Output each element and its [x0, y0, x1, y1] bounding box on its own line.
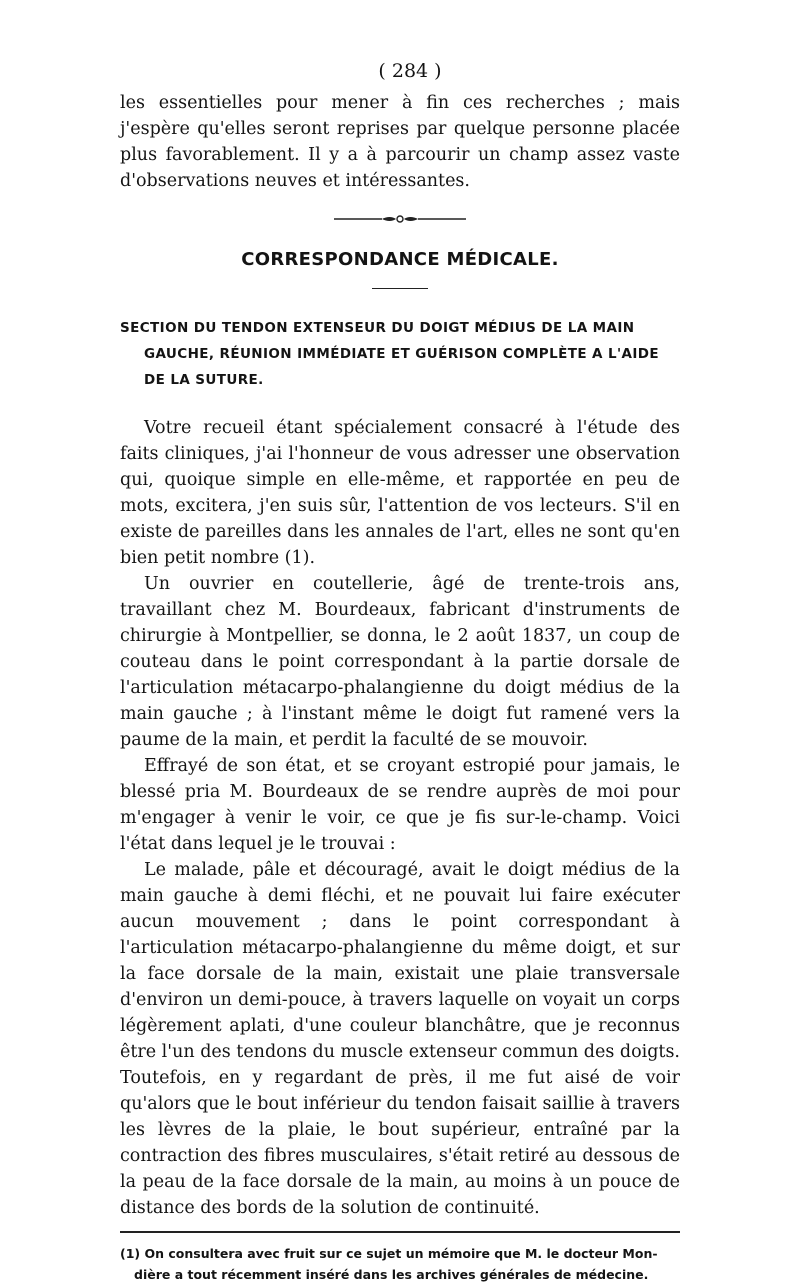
footnote-line: dière a tout récemment inséré dans les archives générales de médecine.	[134, 1267, 649, 1282]
article-body	[120, 415, 680, 1221]
article-title-line: GAUCHE, RÉUNION IMMÉDIATE ET GUÉRISON COMPLÈTE A L'AIDE	[144, 346, 660, 362]
page-number: ( 284 )	[378, 60, 442, 82]
body-paragraph: Effrayé de son état, et se croyant estropié pour jamais, le blessé pria M. Bourdeaux de se rendre auprès de moi pour m'engager à venir le voir, ce que je fis sur-le-champ. Voici l'état dans lequel je le trouvai :	[120, 756, 680, 854]
article-title-line: SECTION DU TENDON EXTENSEUR DU DOIGT MÉDIUS DE LA MAIN	[120, 320, 635, 336]
title-divider	[372, 288, 428, 289]
ornament-divider-icon	[330, 212, 470, 226]
footnote-line: (1) On consultera avec fruit sur ce sujet un mémoire que M. le docteur Mon-	[120, 1246, 658, 1261]
intro-paragraph: les essentielles pour mener à fin ces recherches ; mais j'espère qu'elles seront reprises par quelque personne placée plus favorablement. Il y a à parcourir un champ assez vaste d'observations neuves et intéressantes.	[120, 93, 680, 191]
section-title: CORRESPONDANCE MÉDICALE.	[241, 249, 559, 270]
footnote	[120, 1243, 680, 1285]
article-title-line: DE LA SUTURE.	[144, 372, 264, 388]
body-paragraph: Votre recueil étant spécialement consacré à l'étude des faits cliniques, j'ai l'honneur de vous adresser une observation qui, quoique simple en elle-même, et rapportée en peu de mots, excitera, j'en suis sûr, l'attention de vos lecteurs. S'il en existe de pareilles dans les annales de l'art, elles ne sont qu'en bien petit nombre (1).	[120, 418, 680, 568]
page	[120, 60, 680, 1285]
body-paragraph: Le malade, pâle et découragé, avait le doigt médius de la main gauche à demi fléchi, et ne pouvait lui faire exécuter aucun mouvement ; dans le point correspondant à l'articulation métacarpo-phalangienne du même doigt, et sur la face dorsale de la main, existait une plaie transversale d'environ un demi-pouce, à travers laquelle on voyait un corps légèrement aplati, d'une couleur blanchâtre, que je reconnus être l'un des tendons du muscle extenseur commun des doigts. Toutefois, en y regardant de près, il me fut aisé de voir qu'alors que le bout inférieur du tendon faisait saillie à travers les lèvres de la plaie, le bout supérieur, entraîné par la contraction des fibres musculaires, s'était retiré au dessous de la peau de la face dorsale de la main, au moins à un pouce de distance des bords de la solution de continuité.	[120, 860, 680, 1218]
article-title	[120, 315, 680, 393]
body-paragraph: Un ouvrier en coutellerie, âgé de trente-trois ans, travaillant chez M. Bourdeaux, fabricant d'instruments de chirurgie à Montpellier, se donna, le 2 août 1837, un coup de couteau dans le point correspondant à la partie dorsale de l'articulation métacarpo-phalangienne du doigt médius de la main gauche ; à l'instant même le doigt fut ramené vers la paume de la main, et perdit la faculté de se mouvoir.	[120, 574, 680, 750]
footnote-divider	[120, 1231, 680, 1233]
